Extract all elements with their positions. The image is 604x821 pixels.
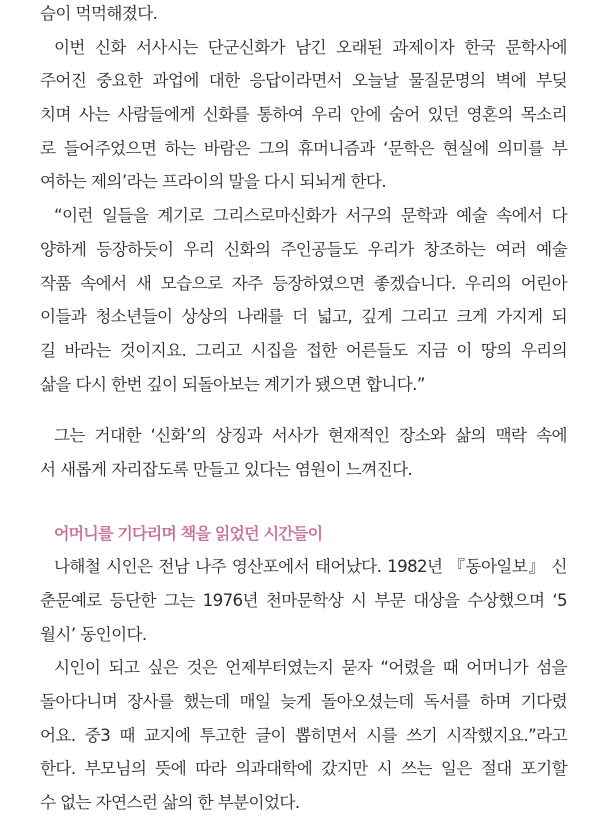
text-line: 서 새롭게 자리잡도록 만들고 있다는 염원이 느껴진다. (40, 459, 413, 479)
text-line: 삶을 다시 한번 깊이 되돌아보는 계기가 됐으면 합니다.” (40, 374, 425, 394)
paragraph-myth-epic (40, 31, 567, 199)
text-line: 작품 속에서 새 모습으로 자주 등장하였으면 좋겠습니다. 우리의 어린아 (40, 273, 567, 293)
paragraph-continuation (40, 0, 567, 31)
section-spacer (40, 487, 567, 517)
paragraph-poet-bio (40, 550, 567, 651)
section-heading: 어머니를 기다리며 책을 읽었던 시간들이 (54, 523, 323, 543)
text-line: “이런 일들을 계기로 그리스로마신화가 서구의 문학과 예술 속에서 다 (54, 206, 567, 226)
text-line: 수 없는 자연스런 삶의 한 부분이었다. (40, 793, 300, 813)
text-line: 그는 거대한 ‘신화’의 상징과 서사가 현재적인 장소와 삶의 맥락 속에 (54, 426, 567, 446)
text-line: 여하는 제의’라는 프라이의 말을 다시 되뇌게 한다. (40, 172, 386, 192)
text-line: 양하게 등장하듯이 우리 신화의 주인공들도 우리가 창조하는 여러 예술 (40, 239, 567, 259)
paragraph-quote (40, 199, 567, 401)
text-line: 슴이 먹먹해졌다. (40, 4, 158, 23)
paragraph-poet-origin (40, 651, 567, 819)
text-line: 길 바라는 것이지요. 그리고 시집을 접한 어른들도 지금 이 땅의 우리의 (40, 340, 567, 360)
text-line: 월시’ 동인이다. (40, 624, 147, 644)
text-line: 어요. 중3 때 교지에 투고한 글이 뽑히면서 시를 쓰기 시작했지요.”라고 (40, 725, 567, 745)
text-line: 나해철 시인은 전남 나주 영산포에서 태어났다. 1982년 『동아일보』 신 (54, 557, 567, 577)
paragraph-spacer (40, 401, 567, 419)
text-line: 로 들어주었으면 하는 바람은 그의 휴머니즘과 ‘문학은 현실에 의미를 부 (40, 138, 567, 158)
text-line: 치며 사는 사람들에게 신화를 통하여 우리 안에 숨어 있던 영혼의 목소리 (40, 105, 567, 125)
text-line: 춘문예로 등단한 그는 1976년 천마문학상 시 부문 대상을 수상했으며 ‘5 (40, 591, 567, 610)
text-line: 시인이 되고 싶은 것은 언제부터였는지 묻자 “어렸을 때 어머니가 섬을 (54, 658, 567, 678)
text-line: 주어진 중요한 과업에 대한 응답이라면서 오늘날 물질문명의 벽에 부딪 (40, 71, 567, 91)
article-body (40, 0, 567, 820)
text-line: 돌아다니며 장사를 했는데 매일 늦게 돌아오셨는데 독서를 하며 기다렸 (40, 692, 567, 712)
text-line: 한다. 부모님의 뜻에 따라 의과대학에 갔지만 시 쓰는 일은 절대 포기할 (40, 759, 567, 779)
text-line: 이들과 청소년들이 상상의 나래를 더 넓고, 깊게 그리고 크게 가지게 되 (40, 307, 567, 327)
paragraph-myth-symbol (40, 419, 567, 486)
text-line: 이번 신화 서사시는 단군신화가 남긴 오래된 과제이자 한국 문학사에 (54, 37, 567, 57)
